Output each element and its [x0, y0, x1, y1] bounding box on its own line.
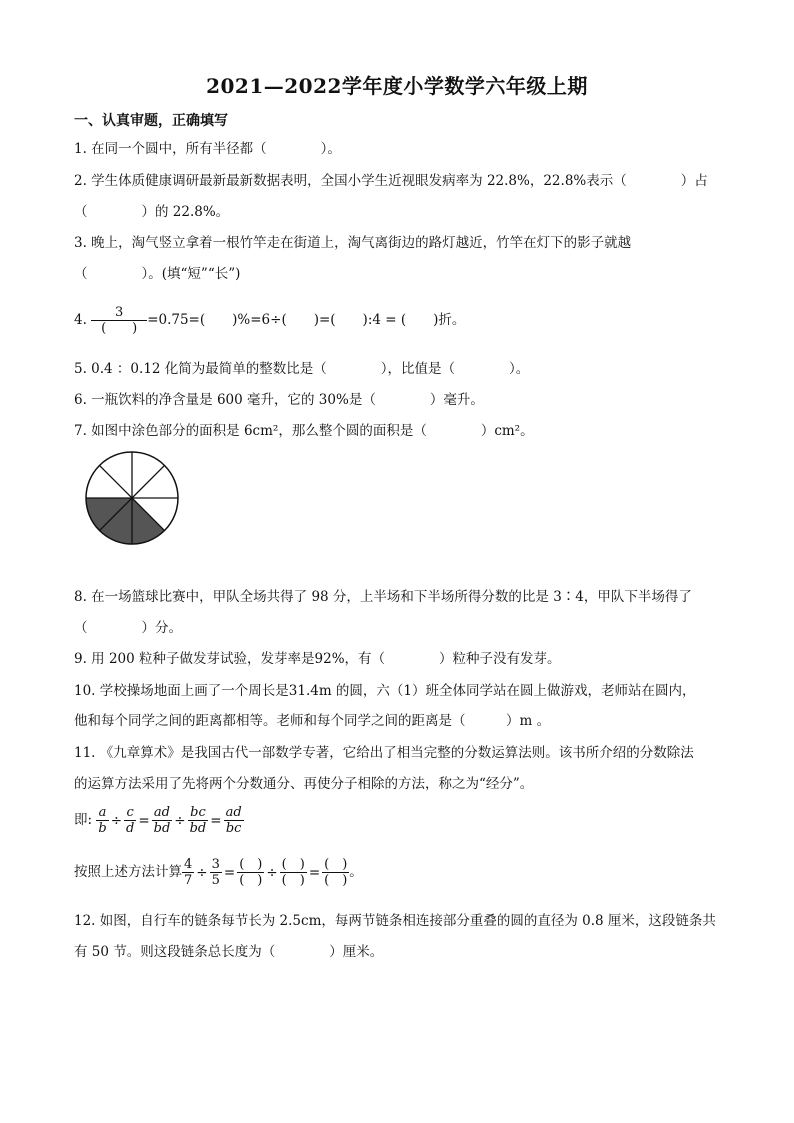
fraction-denominator: d	[126, 821, 135, 836]
fraction-denominator: b	[98, 821, 107, 836]
operator: ÷	[174, 812, 186, 829]
blank-fraction	[322, 857, 349, 888]
fraction	[182, 857, 194, 888]
question-4-rest: =0.75=( )%=6÷( )=( ):4 = ( )折。	[147, 312, 466, 328]
fraction	[124, 805, 136, 836]
fraction-denominator: bd	[153, 821, 171, 836]
fraction-numerator: ad	[225, 805, 242, 820]
operator: ÷	[266, 864, 278, 881]
operator: =	[308, 864, 321, 881]
question-12-line-1: 12. 如图，自行车的链条每节长为 2.5cm，每两节链条相连接部分重叠的圆的直径为 0.8 厘米，这段链条共	[74, 913, 716, 929]
blank-denominator: ( )	[324, 873, 348, 888]
question-9: 9. 用 200 粒种子做发芽试验，发芽率是92%，有（ ）粒种子没有发芽。	[74, 651, 561, 667]
fraction	[210, 857, 222, 888]
question-3-line-2: （ ）。(填“短”“长”)	[74, 266, 241, 282]
question-8-line-2: （ ）分。	[74, 620, 182, 636]
question-6: 6. 一瓶饮料的净含量是 600 毫升，它的 30%是（ ）毫升。	[74, 392, 484, 408]
period: 。	[349, 864, 363, 880]
question-4	[74, 298, 465, 342]
fraction	[224, 805, 244, 836]
fraction-numerator: a	[96, 805, 108, 821]
question-11-line-1: 11. 《九章算术》是我国古代一部数学专著，它给出了相当完整的分数运算法则。该书所介绍的分数除法	[74, 745, 694, 761]
question-7: 7. 如图中涂色部分的面积是 6cm²，那么整个圆的面积是（ ）cm²。	[74, 423, 534, 439]
blank-denominator: ( )	[281, 873, 305, 888]
shaded-circle-figure	[84, 450, 180, 546]
fraction	[91, 305, 147, 336]
question-5: 5. 0.4 ：0.12 化简为最简单的整数比是（ ），比值是（ ）。	[74, 361, 530, 377]
calculation-prefix: 按照上述方法计算	[74, 864, 182, 880]
fraction-numerator: ad	[152, 805, 173, 821]
fraction-denominator: ( )	[101, 321, 138, 336]
question-11-line-2: 的运算方法采用了先将两个分数通分、再使分子相除的方法，称之为“经分”。	[74, 776, 534, 792]
question-2-line-1: 2. 学生体质健康调研最新最新数据表明，全国小学生近视眼发病率为 22.8%，22.8%表示（ ）占	[74, 173, 708, 189]
question-11-formula	[74, 800, 244, 841]
sector-divider	[99, 465, 132, 498]
fraction-denominator: bc	[225, 821, 242, 836]
question-10-line-1: 10. 学校操场地面上画了一个周长是31.4m 的圆，六（1）班全体同学站在圆上做游戏，老师站在圆内，	[74, 683, 696, 699]
blank-fraction	[280, 857, 307, 888]
question-10-line-2: 他和每个同学之间的距离都相等。老师和每个同学之间的距离是（ ）m 。	[74, 713, 551, 729]
question-number: 4.	[74, 312, 87, 328]
blank-numerator: ( )	[281, 857, 305, 872]
fraction-numerator: 3	[211, 857, 220, 872]
fraction	[152, 805, 173, 836]
question-1: 1. 在同一个圆中，所有半径都（ ）。	[74, 141, 341, 157]
blank-numerator: ( )	[239, 857, 263, 872]
sector-divider	[132, 465, 165, 498]
formula-prefix: 即:	[74, 812, 93, 828]
fraction-numerator: c	[124, 805, 136, 821]
operator: =	[210, 812, 222, 829]
fraction-denominator: bd	[189, 821, 207, 836]
question-12-line-2: 有 50 节。则这段链条总长度为（ ）厘米。	[74, 944, 384, 960]
fraction-denominator: 5	[211, 873, 220, 888]
operator: =	[223, 864, 236, 881]
operator: ÷	[110, 812, 122, 829]
fraction-numerator: bc	[188, 805, 209, 821]
blank-fraction	[237, 857, 264, 888]
blank-numerator: ( )	[324, 857, 348, 872]
operator: ÷	[196, 864, 208, 881]
question-11-calculation	[74, 850, 363, 895]
fraction-numerator: 4	[184, 857, 193, 872]
question-3-line-1: 3. 晚上，淘气竖立拿着一根竹竿走在街道上，淘气离街边的路灯越近，竹竿在灯下的影子就越	[74, 235, 632, 251]
blank-denominator: ( )	[239, 873, 263, 888]
fraction-denominator: 7	[184, 873, 193, 888]
fraction	[96, 805, 108, 836]
section-heading: 一、认真审题，正确填写	[74, 113, 228, 129]
question-2-line-2: （ ）的 22.8%。	[74, 204, 230, 220]
question-8-line-1: 8. 在一场篮球比赛中，甲队全场共得了 98 分，上半场和下半场所得分数的比是 3∶4，甲队下半场得了	[74, 589, 692, 605]
shaded-sector	[132, 498, 165, 544]
page-title: 2021—2022学年度小学数学六年级上期	[206, 74, 588, 98]
fraction-numerator: 3	[91, 305, 147, 321]
fraction	[188, 805, 209, 836]
operator: =	[138, 812, 150, 829]
